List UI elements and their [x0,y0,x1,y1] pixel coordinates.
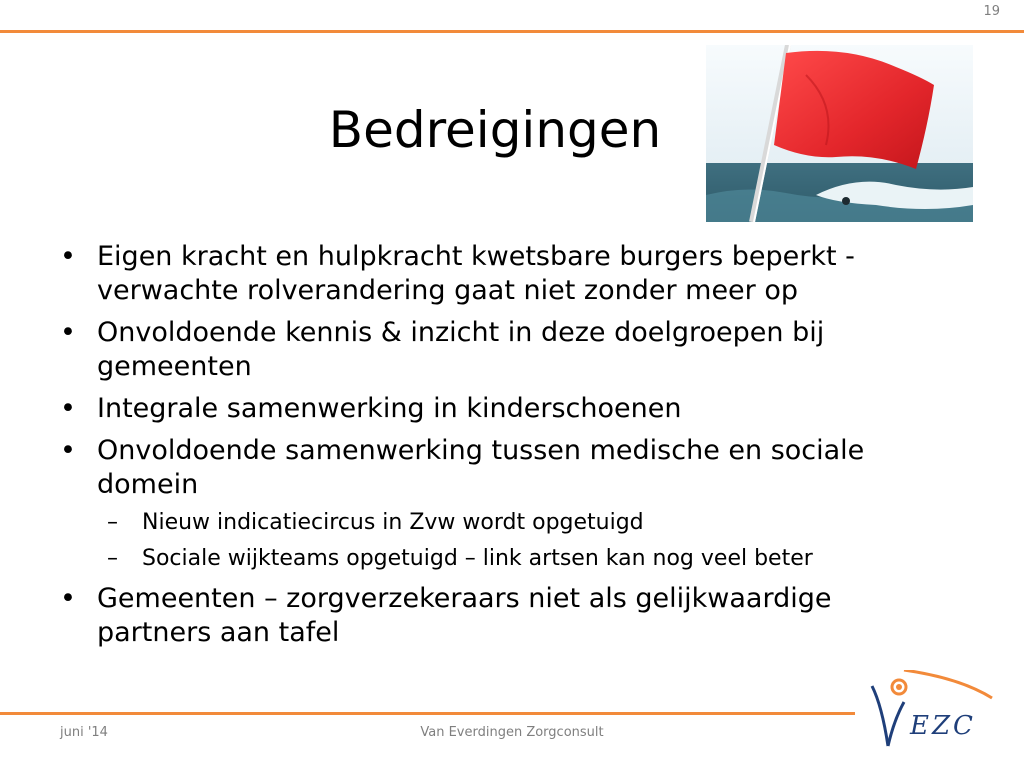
ezc-logo [860,670,1000,755]
red-flag-photo [706,45,973,222]
bullet-text: Onvoldoende kennis & inzicht in deze doelgroepen bij gemeenten [97,317,825,382]
sub-bullet-item: – Nieuw indicatiecircus in Zvw wordt opgetuigd [97,508,940,538]
bullet-item [60,434,940,574]
top-divider [0,30,1024,33]
bullet-item [60,582,940,650]
bullet-text: Integrale samenwerking in kinderschoenen [97,393,682,424]
footer-company: Van Everdingen Zorgconsult [420,725,604,740]
bullet-item [60,316,940,384]
footer-date: juni '14 [60,725,108,740]
bottom-divider [0,712,855,715]
slide-number: 19 [983,4,1000,19]
logo-text: EZC [910,711,976,741]
bullet-item [60,392,940,426]
bullet-text: Onvoldoende samenwerking tussen medische en sociale domein [97,435,865,500]
bullet-item [60,240,940,308]
slide-title: Bedreigingen [328,100,662,159]
bullet-text: Gemeenten – zorgverzekeraars niet als gelijkwaardige partners aan tafel [97,583,832,648]
bullet-list [60,240,940,658]
sub-bullet-item: – Sociale wijkteams opgetuigd – link artsen kan nog veel beter [97,544,940,574]
sub-bullet-list [97,508,940,574]
bullet-text: Eigen kracht en hulpkracht kwetsbare burgers beperkt - verwachte rolverandering gaat niet zonder meer op [97,241,855,306]
